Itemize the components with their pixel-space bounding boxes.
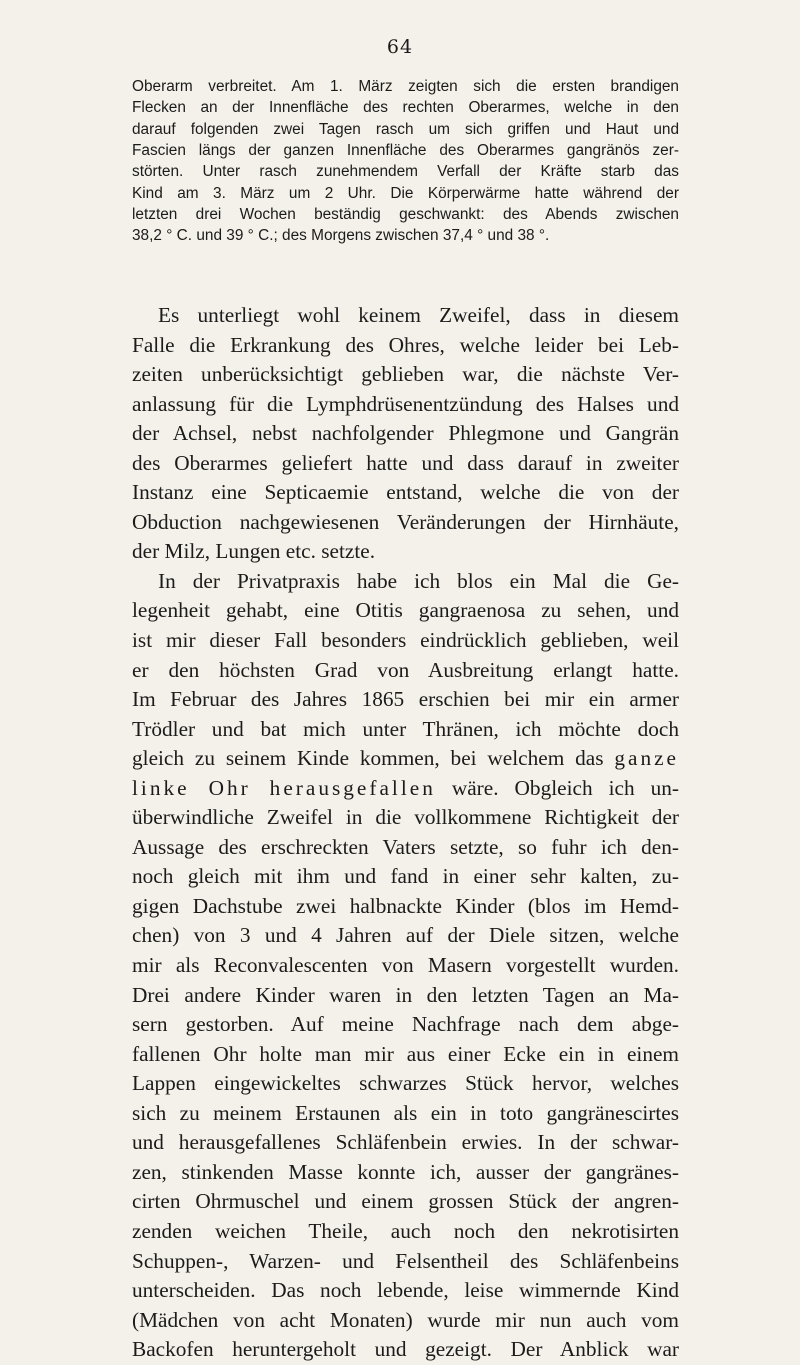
- text-line: noch gleich mit ihm und fand in einer sehr kalten, zu-: [132, 864, 679, 889]
- emphasized-phrase: linke Ohr herausgefallen: [132, 775, 436, 800]
- text-line: Drei andere Kinder waren in den letzten Tagen an Ma-: [132, 982, 679, 1007]
- case-report-small-print: [132, 76, 679, 247]
- text-line: 38,2 ° C. und 39 ° C.; des Morgens zwischen 37,4 ° und 38 °.: [132, 227, 550, 245]
- text-line: zeiten unberücksichtigt geblieben war, die nächste Ver-: [132, 362, 679, 387]
- text-line: Lappen eingewickeltes schwarzes Stück hervor, welches: [132, 1071, 679, 1096]
- text-line: störten. Unter rasch zunehmendem Verfall der Kräfte starb das: [132, 163, 679, 181]
- text-line-emphasis: linke Ohr herausgefallen wäre. Obgleich ich un-: [132, 775, 679, 800]
- paragraph-1: [132, 301, 679, 567]
- text-line: Instanz eine Septicaemie entstand, welche die von der: [132, 480, 679, 505]
- text-line: Aussage des erschreckten Vaters setzte, so fuhr ich den-: [132, 834, 679, 859]
- text-line: (Mädchen von acht Monaten) wurde mir nun auch vom: [132, 1307, 679, 1332]
- text-line: Fascien längs der ganzen Innenfläche des Oberarmes gangränös zer-: [132, 142, 679, 160]
- text-line: der Milz, Lungen etc. setzte.: [132, 539, 376, 564]
- text-line: des Oberarmes geliefert hatte und dass darauf in zweiter: [132, 450, 679, 475]
- text-line: letzten drei Wochen beständig geschwankt: des Abends zwischen: [132, 206, 679, 224]
- text-line: sern gestorben. Auf meine Nachfrage nach dem abge-: [132, 1012, 679, 1037]
- text-line: sich zu meinem Erstaunen als ein in toto gangränescirtes: [132, 1100, 679, 1125]
- text-line-emphasis: gleich zu seinem Kinde kommen, bei welchem das ganze: [132, 746, 679, 771]
- text-line: Oberarm verbreitet. Am 1. März zeigten sich die ersten brandigen: [132, 78, 679, 95]
- paragraph-2: [132, 567, 679, 1365]
- text-line: er den höchsten Grad von Ausbreitung erlangt hatte.: [132, 657, 679, 682]
- text-line: Im Februar des Jahres 1865 erschien bei mir ein armer: [132, 687, 679, 712]
- text-line: ist mir dieser Fall besonders eindrücklich geblieben, weil: [132, 628, 679, 653]
- main-body-text: [132, 301, 679, 1365]
- text-line: Es unterliegt wohl keinem Zweifel, dass in diesem: [158, 303, 679, 327]
- text-line: und herausgefallenes Schläfenbein erwies. In der schwar-: [132, 1130, 679, 1155]
- text-line: In der Privatpraxis habe ich blos ein Mal die Ge-: [158, 568, 679, 593]
- text-line: überwindliche Zweifel in die vollkommene Richtigkeit der: [132, 805, 679, 830]
- text-line: cirten Ohrmuschel und einem grossen Stück der angren-: [132, 1189, 679, 1214]
- text-line: zenden weichen Theile, auch noch den nekrotisirten: [132, 1218, 679, 1243]
- text-line: Falle die Erkrankung des Ohres, welche leider bei Leb-: [132, 332, 679, 357]
- text-line: legenheit gehabt, eine Otitis gangraenosa zu sehen, und: [132, 598, 679, 623]
- text-line: gigen Dachstube zwei halbnackte Kinder (blos im Hemd-: [132, 893, 679, 918]
- emphasized-phrase: ganze: [614, 746, 679, 771]
- text-line: chen) von 3 und 4 Jahren auf der Diele sitzen, welche: [132, 923, 679, 948]
- text-line: unterscheiden. Das noch lebende, leise wimmernde Kind: [132, 1278, 679, 1303]
- text-line: fallenen Ohr holte man mir aus einer Ecke ein in einem: [132, 1041, 679, 1066]
- text-line: Kind am 3. März um 2 Uhr. Die Körperwärme hatte während der: [132, 184, 679, 202]
- text-line: darauf folgenden zwei Tagen rasch um sich griffen und Haut und: [132, 120, 679, 138]
- page-number: 64: [386, 36, 414, 58]
- text-line: anlassung für die Lymphdrüsenentzündung des Halses und: [132, 391, 679, 416]
- text-line: der Achsel, nebst nachfolgender Phlegmone und Gangrän: [132, 421, 679, 446]
- text-line: Obduction nachgewiesenen Veränderungen der Hirnhäute,: [132, 509, 679, 534]
- text-line: Backofen heruntergeholt und gezeigt. Der Anblick war: [132, 1337, 679, 1362]
- text-line: Flecken an der Innenfläche des rechten Oberarmes, welche in den: [132, 99, 679, 117]
- text-line: zen, stinkenden Masse konnte ich, ausser der gangränes-: [132, 1159, 679, 1184]
- text-line: mir als Reconvalescenten von Masern vorgestellt wurden.: [132, 953, 679, 978]
- text-line: Schuppen-, Warzen- und Felsentheil des Schläfenbeins: [132, 1248, 679, 1273]
- text-line: Trödler und bat mich unter Thränen, ich möchte doch: [132, 716, 679, 741]
